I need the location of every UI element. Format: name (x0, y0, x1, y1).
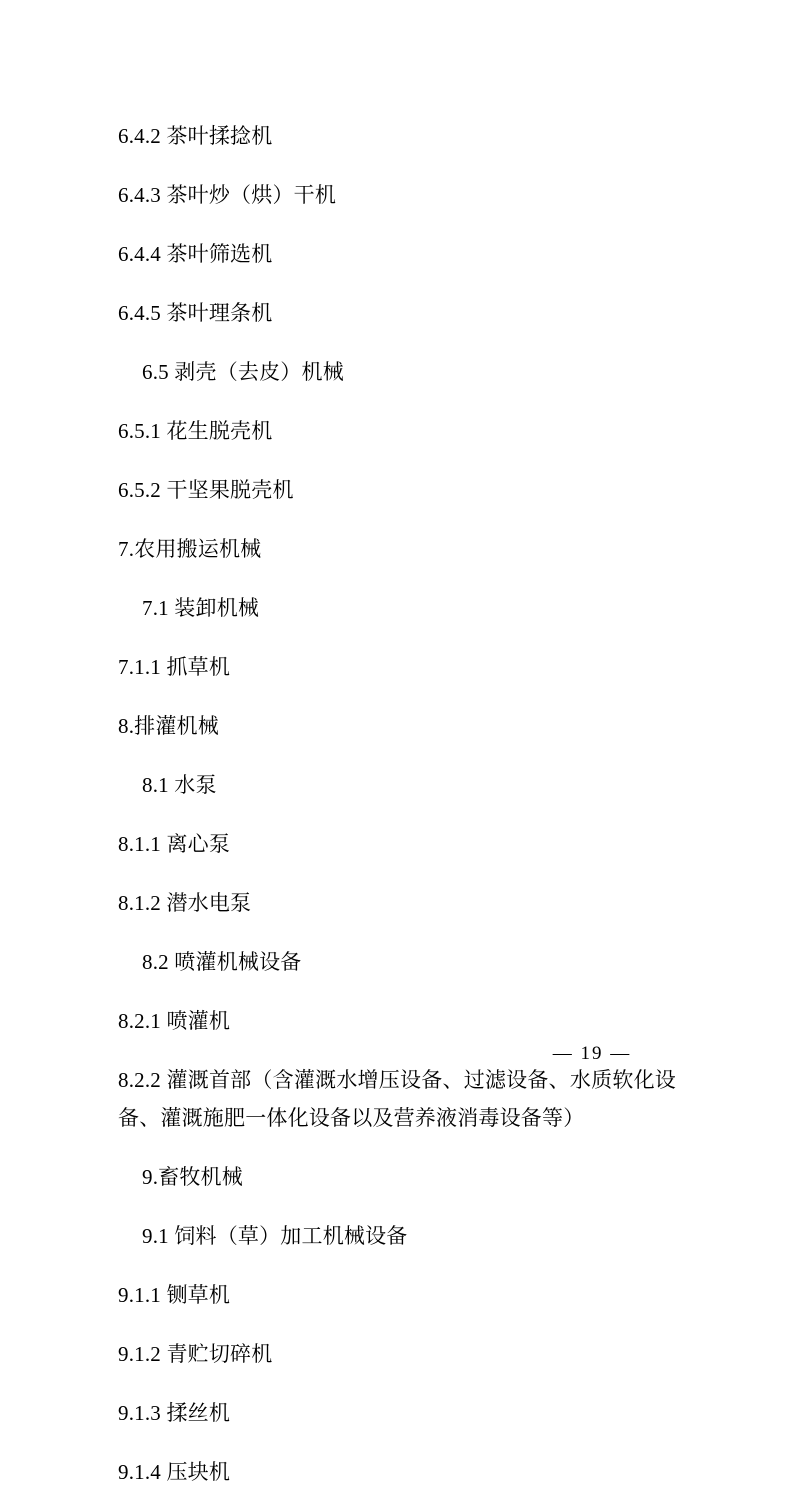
page-footer (0, 1043, 794, 1065)
document-line: 6.4.3 茶叶炒（烘）干机 (118, 183, 337, 207)
document-line: 8.1.2 潜水电泵 (118, 891, 252, 915)
document-line: 8.2.1 喷灌机 (118, 1009, 231, 1033)
document-line: 6.5.1 花生脱壳机 (118, 419, 273, 443)
document-line: 6.4.5 茶叶理条机 (118, 301, 273, 325)
document-line: 9.1 饲料（草）加工机械设备 (142, 1224, 408, 1248)
document-line: 9.1.3 揉丝机 (118, 1401, 231, 1425)
document-line: 6.5.2 干坚果脱壳机 (118, 478, 294, 502)
document-line: 7.1.1 抓草机 (118, 655, 231, 679)
document-line: 9.1.2 青贮切碎机 (118, 1342, 273, 1366)
document-line: 8.1 水泵 (142, 773, 217, 797)
page-number: — 19 — (552, 1043, 632, 1064)
document-line: 6.5 剥壳（去皮）机械 (142, 360, 344, 384)
document-line: 7.1 装卸机械 (142, 596, 260, 620)
document-line: 8.2 喷灌机械设备 (142, 950, 302, 974)
document-line: 9.畜牧机械 (142, 1165, 243, 1189)
document-line: 8.1.1 离心泵 (118, 832, 231, 856)
document-line: 9.1.4 压块机 (118, 1460, 231, 1484)
document-line: 9.1.1 铡草机 (118, 1283, 231, 1307)
document-line: 6.4.2 茶叶揉捻机 (118, 124, 273, 148)
document-body (118, 117, 676, 1491)
document-line: 8.排灌机械 (118, 714, 219, 738)
document-line: 7.农用搬运机械 (118, 537, 262, 561)
document-line: 6.4.4 茶叶筛选机 (118, 242, 273, 266)
document-line: 8.2.2 灌溉首部（含灌溉水增压设备、过滤设备、水质软化设备、灌溉施肥一体化设备以及营养液消毒设备等） (118, 1068, 676, 1130)
